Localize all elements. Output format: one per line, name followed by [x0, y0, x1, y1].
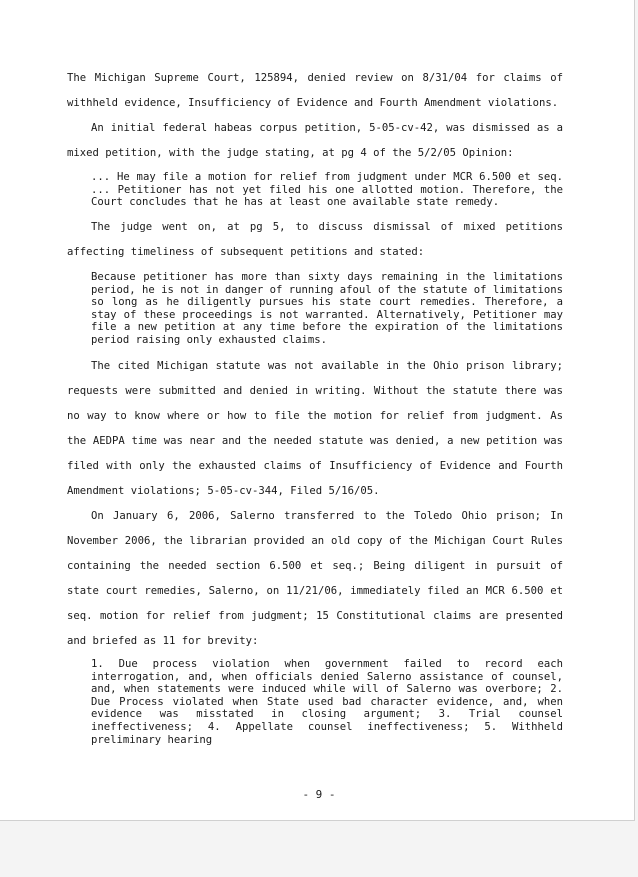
quote-motion-for-relief: ... He may file a motion for relief from judgment under MCR 6.500 et seq. ... Petitioner has not yet filed his one allotted motion. Therefore, the Court concludes that he has at least one available state remedy.	[91, 171, 563, 209]
paragraph-statute-unavailable: The cited Michigan statute was not available in the Ohio prison library; requests were submitted and denied in writing. Without the statute there was no way to know where or how to file the motion for relief from judgment. As the AEDPA time was near and the needed statute was denied, a new petition was filed with only the exhausted claims of Insufficiency of Evidence and Fourth Amendment violations; 5-05-cv-344, Filed 5/16/05.	[67, 360, 563, 497]
quote-claims-list: 1. Due process violation when government failed to record each interrogation, and, when officials denied Salerno assistance of counsel, and, when statements were induced while will of Salerno was overbore; 2. Due Process violated when State used bad character evidence, and, when evidence was misstated in closing argument; 3. Trial counsel ineffectiveness; 4. Appellate counsel ineffectiveness; 5. Withheld preliminary hearing	[91, 658, 563, 746]
paragraph-initial-habeas-petition: An initial federal habeas corpus petition, 5-05-cv-42, was dismissed as a mixed petition, with the judge stating, at pg 4 of the 5/2/05 Opinion:	[67, 122, 563, 159]
paragraph-toledo-transfer: On January 6, 2006, Salerno transferred to the Toledo Ohio prison; In November 2006, the librarian provided an old copy of the Michigan Court Rules containing the needed section 6.500 et seq.; Being diligent in pursuit of state court remedies, Salerno, on 11/21/06, immediately filed an MCR 6.500 et seq. motion for relief from judgment; 15 Constitutional claims are presented and briefed as 11 for brevity:	[67, 510, 563, 647]
paragraph-supreme-court-review: The Michigan Supreme Court, 125894, denied review on 8/31/04 for claims of withheld evidence, Insufficiency of Evidence and Fourth Amendment violations.	[67, 72, 563, 109]
quote-limitations-period: Because petitioner has more than sixty days remaining in the limitations period, he is not in danger of running afoul of the statute of limitations so long as he diligently pursues his state court remedies. Therefore, a stay of these proceedings is not warranted. Alternatively, Petitioner may file a new petition at any time before the expiration of the limitations period raising only exhausted claims.	[91, 271, 563, 346]
paragraph-mixed-petitions: The judge went on, at pg 5, to discuss dismissal of mixed petitions affecting timeliness of subsequent petitions and stated:	[67, 221, 563, 258]
page-number: - 9 -	[302, 788, 336, 801]
